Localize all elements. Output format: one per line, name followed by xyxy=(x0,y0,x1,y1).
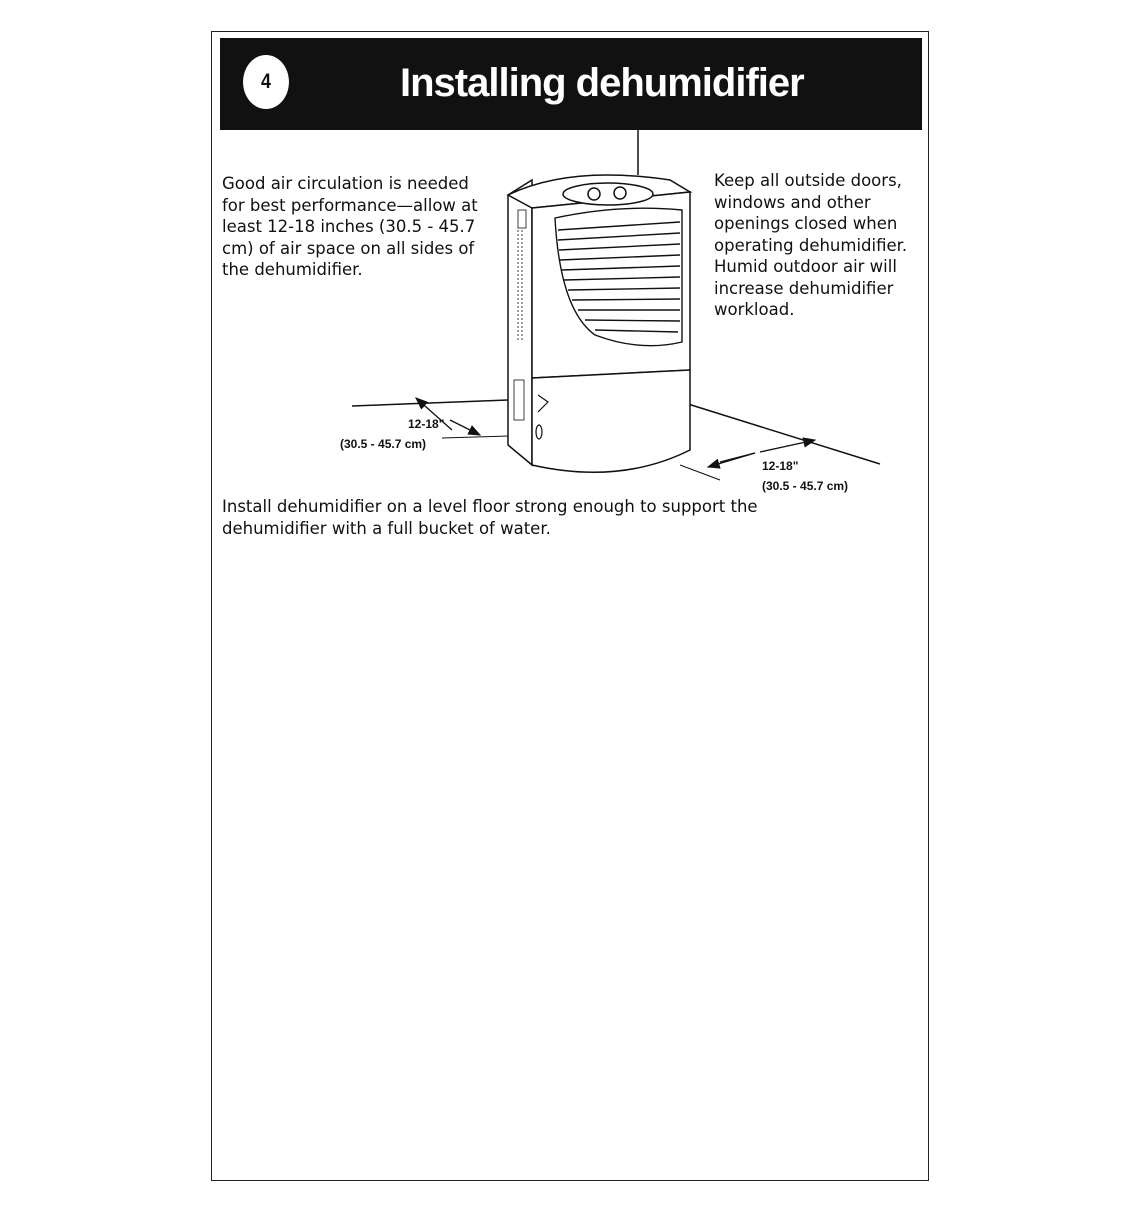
air-circulation-note: Good air circulation is needed for best performance—allow at least 12-18 inches (30.5 - 45.7 cm) of air space on all sides of the dehumidifier. xyxy=(222,174,478,279)
left-dimension-inches: 12-18" xyxy=(408,417,445,431)
floor-line-left xyxy=(442,436,510,438)
level-floor-note: Install dehumidifier on a level floor strong enough to support the dehumidifier with a full bucket of water. xyxy=(222,497,758,538)
step-number-badge: 4 xyxy=(243,55,289,109)
right-dimension-cm: (30.5 - 45.7 cm) xyxy=(762,479,849,493)
right-wall-line xyxy=(688,404,880,464)
dehumidifier-illustration xyxy=(508,175,690,472)
section-title: Installing dehumidifier xyxy=(400,61,804,105)
closed-openings-note: Keep all outside doors, windows and other openings closed when operating dehumidifier. Humid outdoor air will increase dehumidifier workload. xyxy=(714,171,908,319)
floor-line-right xyxy=(680,465,720,480)
right-dimension-inches: 12-18" xyxy=(762,459,799,473)
left-dimension-cm: (30.5 - 45.7 cm) xyxy=(340,437,427,451)
left-wall-line xyxy=(352,400,508,406)
dehumidifier-clearance-diagram xyxy=(340,130,900,500)
